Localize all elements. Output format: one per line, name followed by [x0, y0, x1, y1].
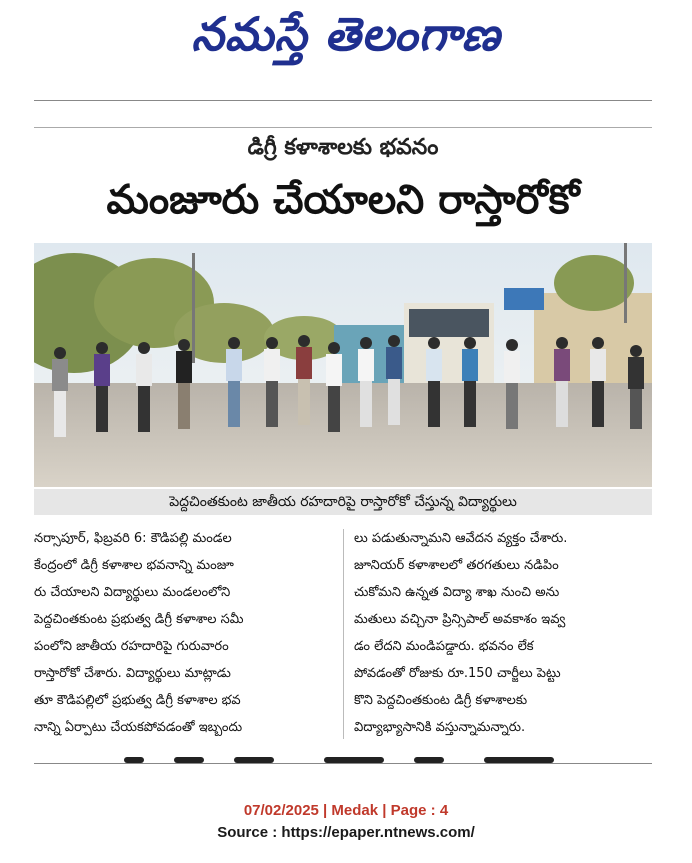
- news-clipping: [34, 100, 652, 764]
- body-line: తూ కౌడిపల్లిలో ప్రభుత్వ డిగ్రీ కళాశాల భవ: [34, 693, 241, 708]
- photo-caption: పెద్దచింతకుంట జాతీయ రహదారిపై రాస్తారోకో చేస్తున్న విద్యార్థులు: [34, 489, 652, 515]
- clipping-footer: [0, 800, 692, 844]
- article-photo: [34, 243, 652, 487]
- masthead-title: నమస్తే తెలంగాణ: [191, 7, 501, 61]
- body-line: రాస్తారోకో చేశారు. విద్యార్థులు మాట్లాడు: [34, 666, 231, 681]
- column-divider: [343, 529, 344, 739]
- body-line: పెద్దచింతకుంట ప్రభుత్వ డిగ్రీ కళాశాల సమీ: [34, 612, 244, 627]
- body-line: కొని పెద్దచింతకుంట డిగ్రీ కళాశాలకు: [354, 693, 528, 708]
- article-column-right: [354, 525, 652, 741]
- body-line: మతులు వచ్చినా ప్రిన్సిపాల్ అవకాశం ఇవ్వ: [354, 612, 566, 627]
- body-line: కేంద్రంలో డిగ్రీ కళాశాల భవనాన్ని మంజూ: [34, 558, 234, 573]
- article-column-left: [34, 525, 332, 741]
- newspaper-masthead: [0, 0, 692, 80]
- previous-article-strip: [34, 101, 652, 129]
- body-line: నాన్ని ఏర్పాటు చేయకపోవడంతో ఇబ్బందు: [34, 720, 243, 735]
- body-line: విద్యాభ్యాసానికి వస్తున్నామన్నారు.: [354, 720, 526, 735]
- article-body: [34, 525, 652, 751]
- body-line: నర్సాపూర్, ఫిబ్రవరి 6: కౌడిపల్లి మండల: [34, 531, 232, 546]
- edition-info: 07/02/2025 | Medak | Page : 4: [243, 802, 449, 819]
- body-line: జూనియర్ కళాశాలలో తరగతులు నడిపిం: [354, 558, 559, 573]
- article-kicker: డిగ్రీ కళాశాలకు భవనం: [247, 135, 439, 160]
- body-line: రు చేయాలని విద్యార్థులు మండలంలోని: [34, 585, 231, 600]
- body-line: చుకోమని ఉన్నత విద్యా శాఖ నుంచి అను: [354, 585, 560, 600]
- protest-photo-image: [34, 243, 652, 487]
- body-line: డం లేదని మండిపడ్డారు. భవనం లేక: [354, 639, 534, 654]
- strip-divider: [34, 127, 652, 128]
- next-article-strip: [34, 753, 652, 763]
- body-line: పంలోని జాతీయ రహదారిపై గురువారం: [34, 639, 229, 654]
- source-link[interactable]: Source : https://epaper.ntnews.com/: [217, 824, 475, 841]
- body-line: పోవడంతో రోజుకు రూ.150 చార్జీలు పెట్టు: [354, 666, 561, 681]
- article-headline: మంజూరు చేయాలని రాస్తారోకో: [106, 177, 580, 223]
- body-line: లు పడుతున్నామని ఆవేదన వ్యక్తం చేశారు.: [354, 531, 568, 546]
